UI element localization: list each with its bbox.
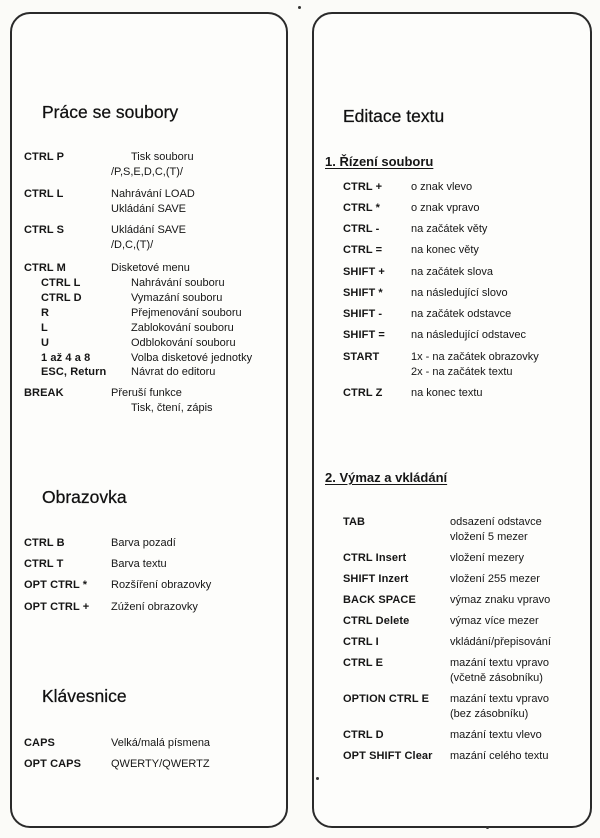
shortcut-key: CTRL I bbox=[343, 636, 379, 648]
shortcut-description bbox=[450, 656, 549, 686]
shortcut-description: na začátek věty bbox=[411, 223, 488, 235]
description-line: (bez zásobníku) bbox=[450, 708, 529, 720]
shortcut-description: na konec věty bbox=[411, 244, 479, 256]
shortcut-description: na následující odstavec bbox=[411, 329, 526, 341]
shortcut-description: výmaz více mezer bbox=[450, 615, 539, 627]
shortcut-description bbox=[450, 515, 542, 545]
shortcut-description: Barva pozadí bbox=[111, 537, 176, 549]
shortcut-key: ESC, Return bbox=[41, 366, 107, 378]
description-line: (včetně zásobníku) bbox=[450, 672, 543, 684]
shortcut-key: CTRL P bbox=[24, 151, 65, 163]
shortcut-key: CTRL S bbox=[24, 224, 65, 236]
shortcut-key: CTRL Z bbox=[343, 387, 383, 399]
shortcut-key: SHIFT = bbox=[343, 329, 385, 341]
description-line: Ukládání SAVE bbox=[111, 203, 187, 215]
shortcut-description: na začátek odstavce bbox=[411, 308, 512, 320]
shortcut-description: Nahrávání souboru bbox=[131, 277, 225, 289]
description-line: Nahrávání LOAD bbox=[111, 188, 195, 200]
shortcut-description: QWERTY/QWERTZ bbox=[111, 758, 210, 770]
shortcut-description: vložení mezery bbox=[450, 552, 524, 564]
shortcut-key: OPT SHIFT Clear bbox=[343, 750, 433, 762]
shortcut-key: L bbox=[41, 322, 48, 334]
scan-speck bbox=[298, 6, 301, 9]
shortcut-description: Odblokování souboru bbox=[131, 337, 236, 349]
shortcut-description: Vymazání souboru bbox=[131, 292, 223, 304]
shortcut-description: vkládání/přepisování bbox=[450, 636, 551, 648]
shortcut-key: OPT CTRL + bbox=[24, 601, 90, 613]
description-line: mazání textu vpravo bbox=[450, 693, 550, 705]
description-line: /D,C,(T)/ bbox=[111, 239, 154, 251]
shortcut-key: CTRL L bbox=[24, 188, 64, 200]
screen-section-title: Obrazovka bbox=[42, 487, 127, 507]
shortcut-description: Volba disketové jednotky bbox=[131, 352, 253, 364]
shortcut-key: 1 až 4 a 8 bbox=[41, 352, 91, 364]
shortcut-description bbox=[111, 386, 213, 416]
shortcut-description: o znak vlevo bbox=[411, 181, 473, 193]
shortcut-description: Velká/malá písmena bbox=[111, 737, 211, 749]
shortcut-key: CTRL D bbox=[343, 729, 384, 741]
shortcut-key: SHIFT * bbox=[343, 287, 383, 299]
shortcut-key: CTRL T bbox=[24, 558, 64, 570]
shortcut-key: SHIFT + bbox=[343, 266, 385, 278]
description-line: vložení 5 mezer bbox=[450, 531, 528, 543]
shortcut-description: Zablokování souboru bbox=[131, 322, 234, 334]
files-section-title: Práce se soubory bbox=[42, 102, 179, 122]
keyboard-section-title: Klávesnice bbox=[42, 686, 127, 706]
shortcut-key: CTRL Delete bbox=[343, 615, 410, 627]
shortcut-description: Rozšíření obrazovky bbox=[111, 579, 212, 591]
shortcut-description: Přejmenování souboru bbox=[131, 307, 242, 319]
shortcut-key: START bbox=[343, 351, 380, 363]
shortcut-description bbox=[111, 187, 195, 217]
shortcut-description: mazání textu vlevo bbox=[450, 729, 542, 741]
description-line: 1x - na začátek obrazovky bbox=[411, 351, 539, 363]
shortcut-description bbox=[111, 150, 194, 180]
editing-section-title: Editace textu bbox=[343, 106, 445, 126]
shortcut-key: BREAK bbox=[24, 387, 64, 399]
description-line: Přeruší funkce bbox=[111, 387, 182, 399]
description-line: Ukládání SAVE bbox=[111, 224, 187, 236]
shortcut-description: na začátek slova bbox=[411, 266, 493, 278]
description-line: odsazení odstavce bbox=[450, 516, 542, 528]
shortcut-key: OPTION CTRL E bbox=[343, 693, 430, 705]
shortcut-description: Disketové menu bbox=[111, 262, 190, 274]
description-line: 2x - na začátek textu bbox=[411, 366, 513, 378]
shortcut-key: TAB bbox=[343, 516, 366, 528]
shortcut-description bbox=[450, 692, 549, 722]
shortcut-key: CTRL D bbox=[41, 292, 82, 304]
shortcut-key: OPT CAPS bbox=[24, 758, 82, 770]
shortcut-key: CTRL M bbox=[24, 262, 66, 274]
shortcut-key: CTRL E bbox=[343, 657, 384, 669]
shortcut-key: CTRL * bbox=[343, 202, 381, 214]
shortcut-description: výmaz znaku vpravo bbox=[450, 594, 551, 606]
shortcut-description: na následující slovo bbox=[411, 287, 508, 299]
shortcut-description: mazání celého textu bbox=[450, 750, 549, 762]
description-line: Tisk, čtení, zápis bbox=[131, 402, 213, 414]
shortcut-description bbox=[411, 350, 539, 380]
description-line: /P,S,E,D,C,(T)/ bbox=[111, 166, 183, 178]
delete-insert-subtitle: 2. Výmaz a vkládání bbox=[325, 470, 448, 485]
shortcut-description bbox=[111, 223, 186, 253]
scan-speck bbox=[316, 777, 319, 780]
shortcut-key: SHIFT - bbox=[343, 308, 383, 320]
shortcut-key: OPT CTRL * bbox=[24, 579, 88, 591]
shortcut-key: CTRL B bbox=[24, 537, 65, 549]
shortcut-description: Zúžení obrazovky bbox=[111, 601, 198, 613]
shortcut-key: CTRL - bbox=[343, 223, 380, 235]
shortcut-description: Barva textu bbox=[111, 558, 167, 570]
description-line: mazání textu vpravo bbox=[450, 657, 550, 669]
shortcut-description: o znak vpravo bbox=[411, 202, 480, 214]
shortcut-key: CTRL + bbox=[343, 181, 383, 193]
shortcut-key: CTRL = bbox=[343, 244, 383, 256]
shortcut-key: SHIFT Inzert bbox=[343, 573, 409, 585]
shortcut-key: CAPS bbox=[24, 737, 55, 749]
shortcut-key: BACK SPACE bbox=[343, 594, 416, 606]
shortcut-key: U bbox=[41, 337, 50, 349]
scan-speck bbox=[486, 826, 489, 829]
shortcut-key: CTRL L bbox=[41, 277, 81, 289]
shortcut-key: CTRL Insert bbox=[343, 552, 407, 564]
shortcut-description: Návrat do editoru bbox=[131, 366, 216, 378]
shortcut-description: vložení 255 mezer bbox=[450, 573, 540, 585]
description-line: Tisk souboru bbox=[131, 151, 194, 163]
shortcut-key: R bbox=[41, 307, 50, 319]
shortcut-description: na konec textu bbox=[411, 387, 483, 399]
file-control-subtitle: 1. Řízení souboru bbox=[325, 154, 434, 169]
